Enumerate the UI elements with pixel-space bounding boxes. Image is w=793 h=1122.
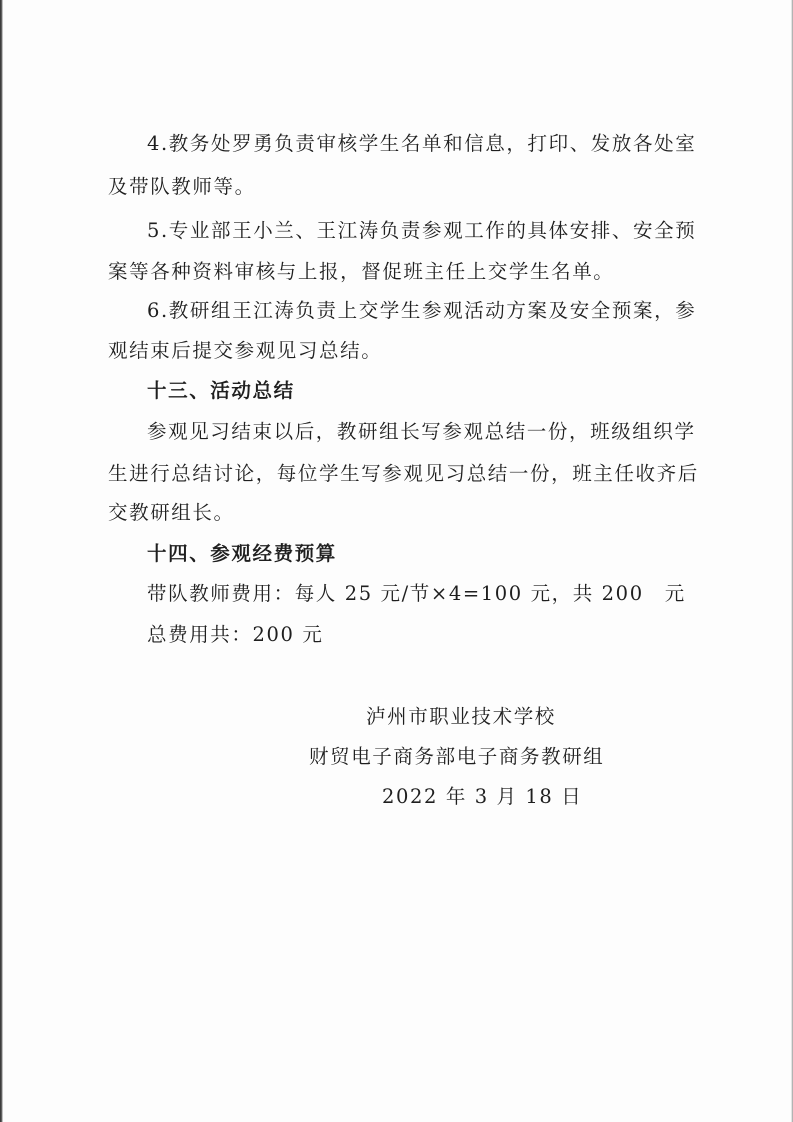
budget-line-1: 带队教师费用：每人 25 元/节×4=100 元，共 200 元: [147, 582, 686, 605]
section-14-heading: 十四、参观经费预算: [147, 542, 337, 565]
item-5-line-1: 5.专业部王小兰、王江涛负责参观工作的具体安排、安全预: [147, 219, 697, 242]
signature-school: 泸州市职业技术学校: [366, 705, 556, 728]
budget-line-2: 总费用共：200 元: [147, 623, 324, 646]
item-6-line-1: 6.教研组王江涛负责上交学生参观活动方案及安全预案，参: [147, 299, 697, 322]
section-13-line-1: 参观见习结束以后，教研组长写参观总结一份，班级组织学: [147, 420, 696, 443]
item-6-line-2: 观结束后提交参观见习总结。: [108, 339, 383, 362]
item-5-line-2: 案等各种资料审核与上报，督促班主任上交学生名单。: [108, 260, 615, 283]
section-13-line-2: 生进行总结讨论，每位学生写参观见习总结一份，班主任收齐后: [108, 462, 699, 485]
signature-department: 财贸电子商务部电子商务教研组: [309, 745, 605, 768]
item-4-line-2: 及带队教师等。: [108, 175, 256, 198]
section-13-heading: 十三、活动总结: [147, 379, 295, 402]
section-13-line-3: 交教研组长。: [108, 501, 235, 524]
item-4-line-1: 4.教务处罗勇负责审核学生名单和信息，打印、发放各处室: [147, 132, 697, 155]
scan-edge-left: [0, 0, 3, 1122]
signature-date: 2022 年 3 月 18 日: [382, 785, 583, 808]
